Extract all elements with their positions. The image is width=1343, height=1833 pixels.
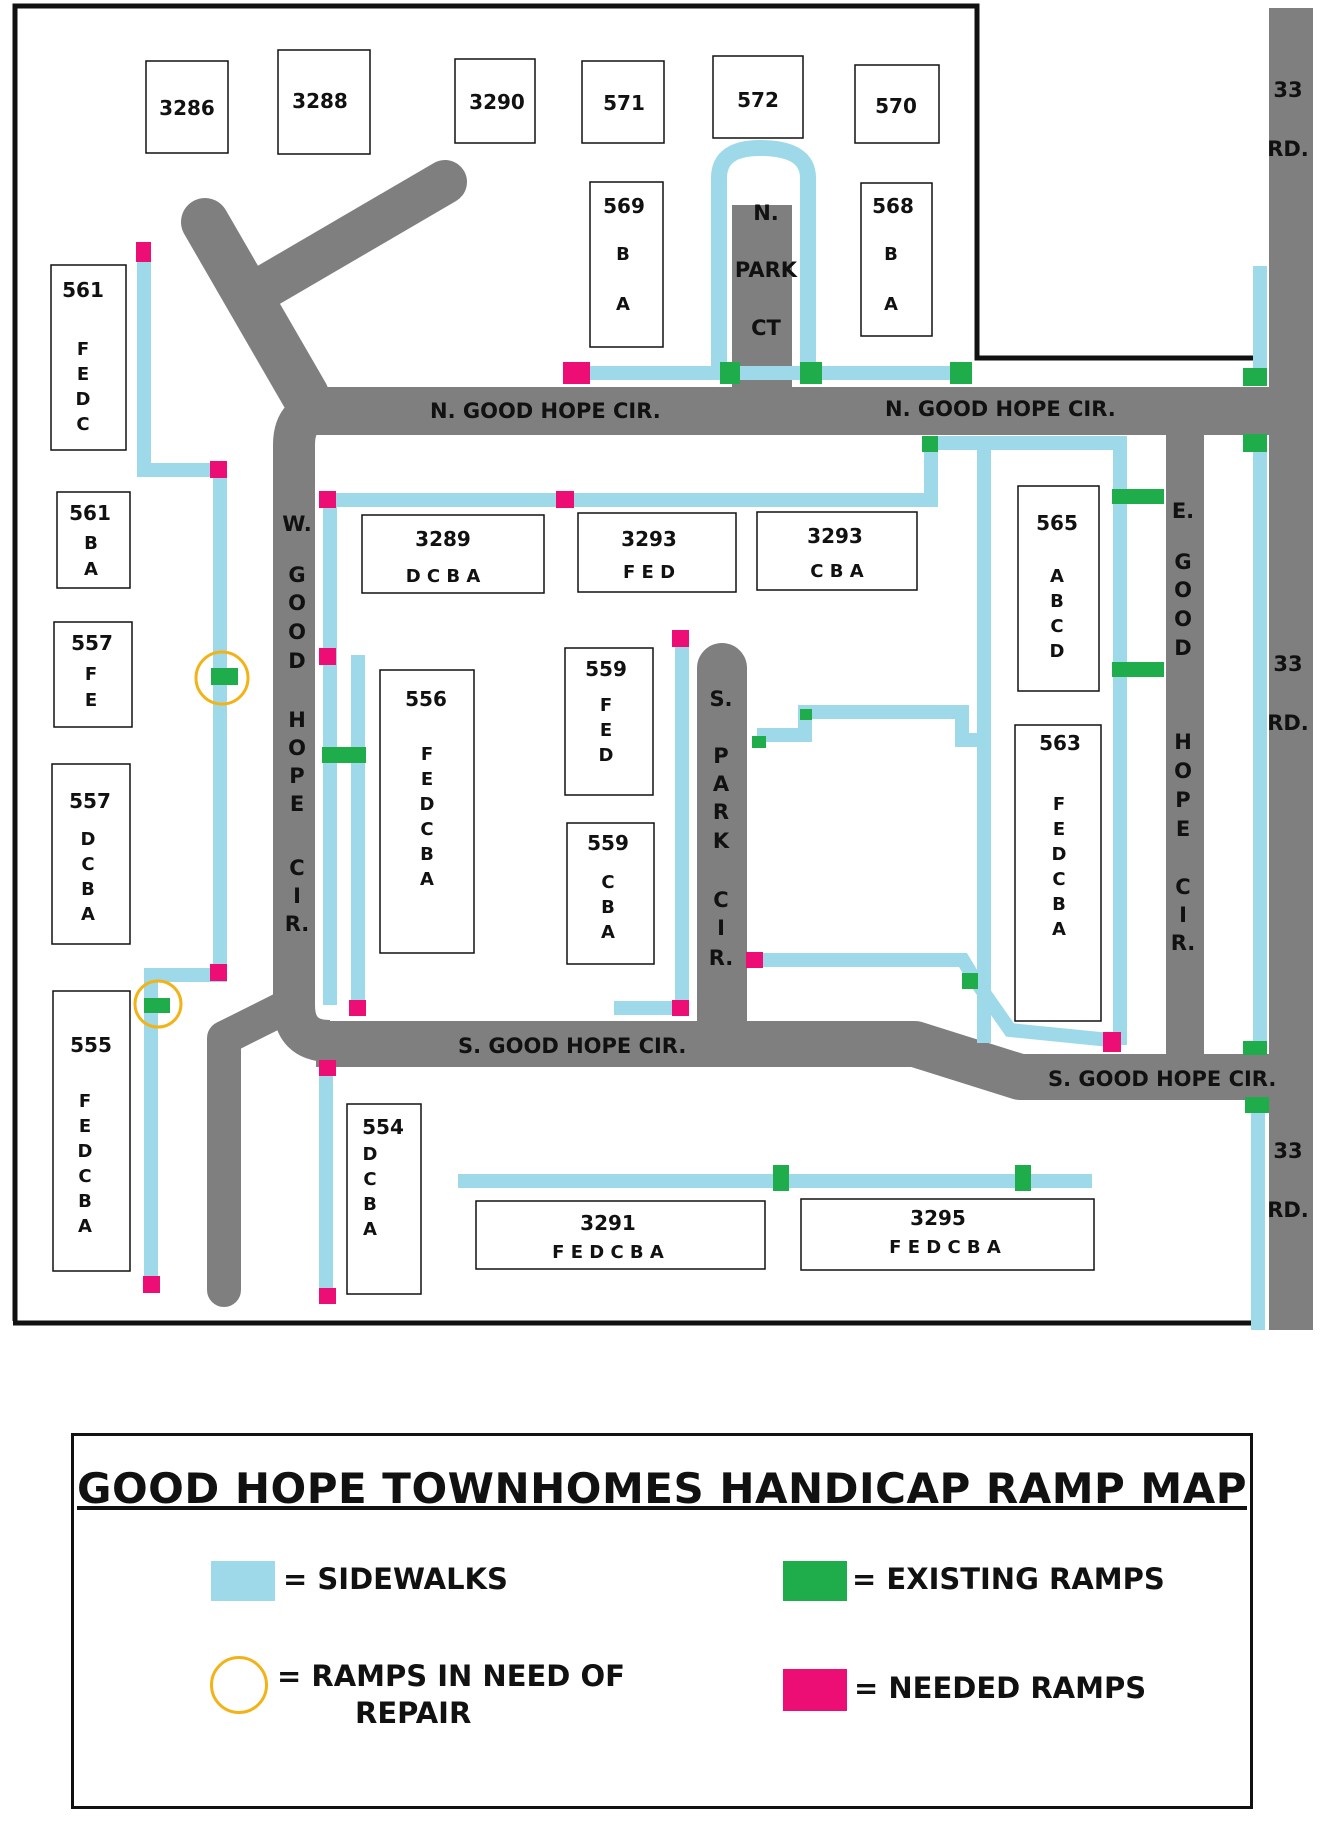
- building-556-number: 556: [405, 687, 447, 711]
- needed-ramp: [319, 1288, 336, 1304]
- building-557b-number: 557: [69, 789, 111, 813]
- needed-ramp: [319, 1060, 336, 1076]
- building-557b-units: D C B A: [80, 829, 96, 925]
- building-559a-units: F E D: [598, 695, 614, 766]
- road-diagonal-spur-2: [260, 182, 445, 290]
- existing-ramp: [211, 668, 238, 685]
- legend-title: GOOD HOPE TOWNHOMES HANDICAP RAMP MAP: [76, 1464, 1247, 1513]
- building-561a-number: 561: [62, 278, 104, 302]
- building-3288-number: 3288: [292, 89, 348, 113]
- building-565-units: A B C D: [1049, 566, 1065, 662]
- existing-ramp: [1243, 1041, 1267, 1055]
- road-label-33-rd-bottom: 33 RD.: [1267, 1139, 1309, 1222]
- needed-ramp: [672, 1000, 689, 1016]
- building-3290-number: 3290: [469, 90, 525, 114]
- building-555-units: F E D C B A: [77, 1091, 93, 1237]
- road-label-e-good-hope: E. G O O D H O P E C I R.: [1170, 499, 1196, 955]
- road-label-s-park-cir: S. P A R K C I R.: [708, 687, 734, 970]
- needed-ramp: [143, 1276, 160, 1293]
- legend-sidewalks-label: = SIDEWALKS: [283, 1562, 508, 1596]
- building-3293b-units: C B A: [810, 561, 864, 582]
- legend-repair-label-1: = RAMPS IN NEED OF: [277, 1659, 625, 1693]
- road-label-n-good-hope-west: N. GOOD HOPE CIR.: [430, 399, 661, 423]
- legend-existing-label: = EXISTING RAMPS: [852, 1562, 1165, 1596]
- building-568-units: B A: [884, 244, 898, 315]
- existing-ramp: [962, 973, 978, 989]
- existing-ramp: [720, 362, 740, 384]
- building-563-units: F E D C B A: [1051, 794, 1067, 940]
- building-569-units: B A: [616, 244, 630, 315]
- building-3293b-number: 3293: [807, 524, 863, 548]
- existing-ramp: [1015, 1165, 1031, 1191]
- road-label-n-park-ct: N. PARK CT: [734, 201, 798, 340]
- building-561a-units: F E D C: [75, 339, 91, 435]
- legend: [71, 1433, 1253, 1809]
- road-label-33-rd-top: 33 RD.: [1267, 78, 1309, 161]
- building-3286-number: 3286: [159, 96, 215, 120]
- building-565-number: 565: [1036, 511, 1078, 535]
- road-label-w-good-hope: W. G O O D H O P E C I R.: [282, 512, 312, 936]
- needed-ramp: [319, 491, 336, 508]
- existing-ramp: [1112, 662, 1164, 677]
- existing-ramp: [1243, 434, 1267, 452]
- existing-ramp: [144, 998, 170, 1013]
- legend-existing-swatch: [783, 1561, 847, 1601]
- building-3293a-units: F E D: [622, 562, 676, 583]
- building-557a-number: 557: [71, 631, 113, 655]
- needed-ramp: [563, 362, 590, 384]
- building-3289-number: 3289: [415, 527, 471, 551]
- building-570-number: 570: [875, 94, 917, 118]
- building-3291-number: 3291: [580, 1211, 636, 1235]
- legend-repair-swatch: [210, 1656, 268, 1714]
- existing-ramp: [322, 747, 366, 763]
- needed-ramp: [136, 242, 151, 262]
- building-559b-number: 559: [587, 831, 629, 855]
- building-3295-units: F E D C B A: [889, 1237, 1001, 1258]
- existing-ramp: [800, 709, 812, 720]
- building-554-units: D C B A: [362, 1144, 378, 1240]
- building-561b-units: B A: [84, 533, 98, 580]
- building-568-number: 568: [872, 194, 914, 218]
- building-559b-units: C B A: [601, 872, 615, 943]
- building-572-number: 572: [737, 88, 779, 112]
- existing-ramp: [922, 436, 938, 452]
- existing-ramp: [752, 736, 766, 748]
- building-559a-number: 559: [585, 657, 627, 681]
- building-563-number: 563: [1039, 731, 1081, 755]
- building-557a-units: F E: [84, 664, 98, 711]
- needed-ramp: [556, 491, 574, 508]
- needed-ramp: [319, 648, 336, 665]
- building-555-number: 555: [70, 1033, 112, 1057]
- building-3295-number: 3295: [910, 1206, 966, 1230]
- needed-ramp: [210, 964, 227, 981]
- existing-ramp: [773, 1165, 789, 1191]
- existing-ramp: [950, 362, 972, 384]
- existing-ramp: [800, 362, 822, 384]
- needed-ramp: [672, 630, 689, 647]
- existing-ramp: [1243, 368, 1267, 386]
- building-556-units: F E D C B A: [419, 744, 435, 890]
- building-569-number: 569: [603, 194, 645, 218]
- building-3289-units: D C B A: [405, 566, 481, 587]
- legend-needed-label: = NEEDED RAMPS: [854, 1671, 1147, 1705]
- building-561b-number: 561: [69, 501, 111, 525]
- needed-ramp: [746, 952, 763, 968]
- building-554-number: 554: [362, 1115, 404, 1139]
- legend-sidewalk-swatch: [211, 1561, 275, 1601]
- legend-needed-swatch: [783, 1669, 847, 1711]
- building-3293a-number: 3293: [621, 527, 677, 551]
- needed-ramp: [210, 461, 227, 478]
- legend-repair-label-2: REPAIR: [355, 1696, 472, 1730]
- road-label-33-rd-mid: 33 RD.: [1267, 652, 1309, 735]
- building-3291-units: F E D C B A: [552, 1242, 664, 1263]
- needed-ramp: [1103, 1032, 1121, 1052]
- existing-ramp: [1112, 489, 1164, 504]
- road-label-s-good-hope-east: S. GOOD HOPE CIR.: [1048, 1067, 1277, 1091]
- road-label-n-good-hope-east: N. GOOD HOPE CIR.: [885, 397, 1116, 421]
- needed-ramp: [349, 1000, 366, 1016]
- road-label-s-good-hope-west: S. GOOD HOPE CIR.: [458, 1034, 687, 1058]
- existing-ramp: [1245, 1097, 1269, 1113]
- building-571-number: 571: [603, 91, 645, 115]
